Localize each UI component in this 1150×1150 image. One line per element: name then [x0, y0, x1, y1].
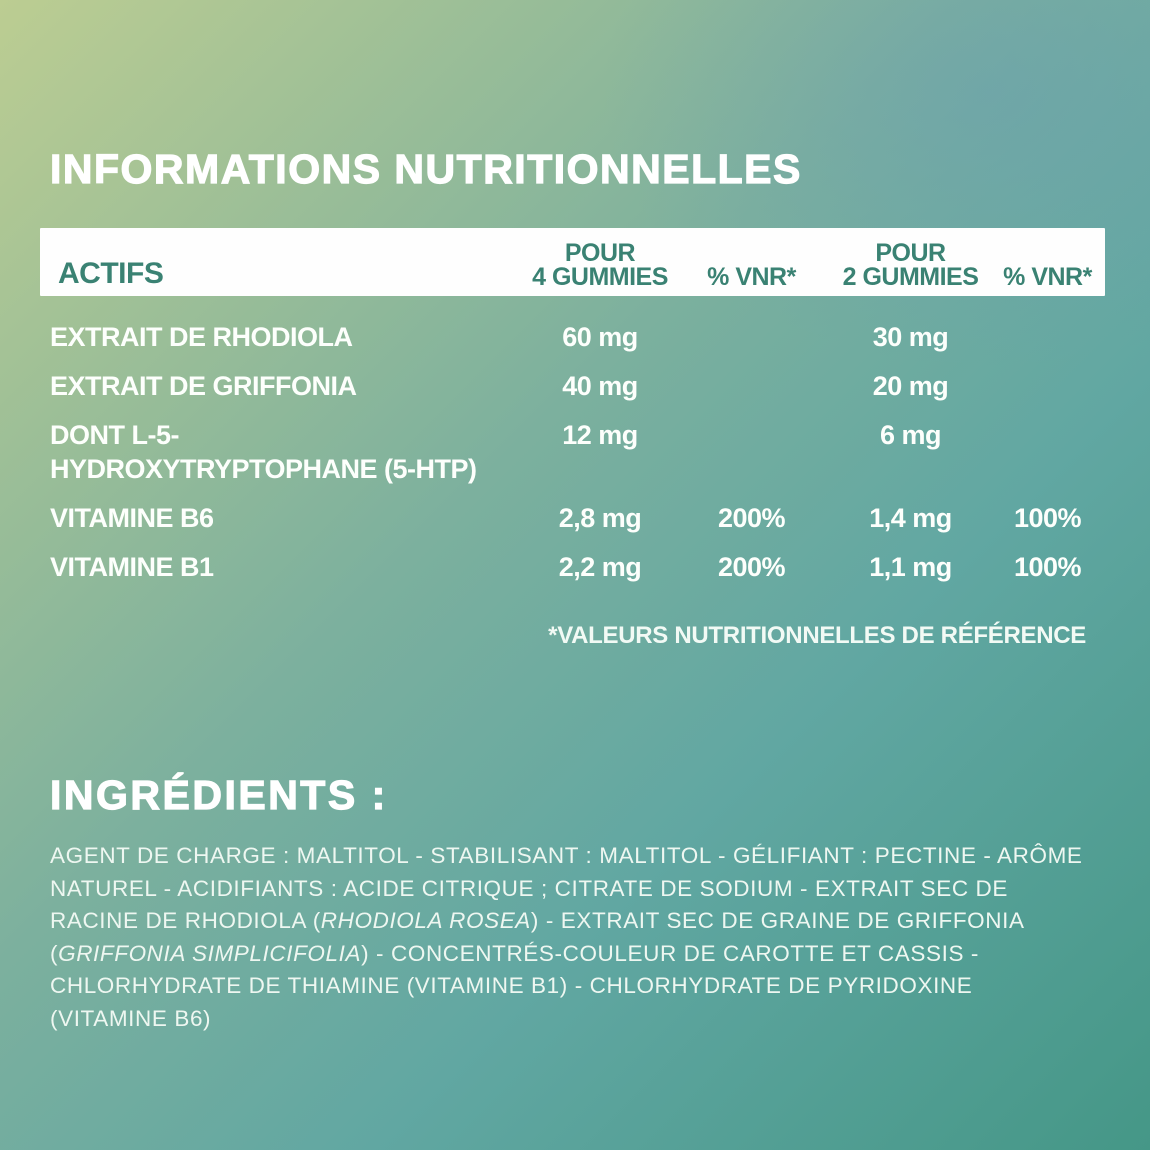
row-per4-value: 2,2 mg	[558, 552, 642, 582]
header-per4-line1: POUR	[564, 239, 636, 267]
row-per2-value: 1,1 mg	[869, 552, 952, 582]
table-row	[40, 418, 1105, 486]
header-vnr4-label: % VNR*	[707, 263, 796, 291]
header-actifs-label: ACTIFS	[58, 257, 164, 290]
row-per2-value: 30 mg	[872, 322, 949, 352]
ingredients-segment: ) - CONCENTRÉS-COULEUR DE CAROTTE ET CASSIS - CHLORHYDRATE DE THIAMINE (VITAMINE B1) - CHLORHYDRATE DE PYRIDOXINE (VITAMINE B6)	[50, 940, 979, 1031]
header-col-actifs	[40, 257, 528, 296]
row-label: DONT L-5-HYDROXYTRYPTOPHANE (5-HTP)	[50, 420, 477, 484]
row-label: VITAMINE B1	[50, 552, 214, 582]
ingredients-heading: INGRÉDIENTS :	[50, 772, 388, 818]
header-per2-line2: 2 GUMMIES	[842, 263, 979, 291]
row-label: EXTRAIT DE RHODIOLA	[50, 322, 353, 352]
ingredients-paragraph	[50, 840, 1095, 1035]
row-per4-value: 2,8 mg	[558, 503, 642, 533]
row-label: VITAMINE B6	[50, 503, 214, 533]
row-vnr2-value: 100%	[1013, 503, 1082, 533]
ingredients-segment: AGENT DE CHARGE : MALTITOL - STABILISANT : MALTITOL - GÉLIFIANT : PECTINE - ARÔME NATUREL - ACIDIFIANTS : ACIDE CITRIQUE ; CITRATE DE SODIUM - EXTRAIT SEC DE RACINE DE RHODIOLA (	[50, 843, 1083, 933]
table-row	[40, 550, 1105, 584]
row-label: EXTRAIT DE GRIFFONIA	[50, 371, 357, 401]
page-title: INFORMATIONS NUTRITIONNELLES	[50, 146, 802, 192]
header-per2-line1: POUR	[875, 239, 946, 267]
header-col-vnr-2	[990, 265, 1105, 296]
row-vnr4-value: 200%	[717, 503, 786, 533]
header-per4-line2: 4 GUMMIES	[532, 263, 668, 291]
row-per2-value: 20 mg	[872, 371, 949, 401]
vnr-footnote: *VALEURS NUTRITIONNELLES DE RÉFÉRENCE	[548, 622, 1086, 649]
header-vnr2-label: % VNR*	[1003, 263, 1092, 291]
row-per2-value: 6 mg	[879, 420, 942, 450]
row-per2-value: 1,4 mg	[869, 503, 952, 533]
row-per4-value: 60 mg	[562, 322, 638, 352]
table-row	[40, 369, 1105, 403]
row-per4-value: 12 mg	[562, 420, 638, 450]
ingredients-segment: ) - EXTRAIT SEC DE GRAINE DE GRIFFONIA (	[50, 908, 1024, 966]
ingredients-latin-name: RHODIOLA ROSEA	[320, 908, 531, 933]
header-col-per-4-gummies	[528, 241, 672, 296]
table-row	[40, 501, 1105, 535]
row-vnr2-value: 100%	[1013, 552, 1082, 582]
header-col-vnr-4	[672, 265, 831, 296]
ingredients-latin-name: GRIFFONIA SIMPLICIFOLIA	[58, 940, 362, 966]
nutrition-table-body	[40, 320, 1105, 584]
row-per4-value: 40 mg	[562, 371, 638, 401]
header-col-per-2-gummies	[831, 241, 990, 296]
table-row	[40, 320, 1105, 354]
row-vnr4-value: 200%	[717, 552, 786, 582]
nutrition-table-header	[40, 228, 1105, 296]
